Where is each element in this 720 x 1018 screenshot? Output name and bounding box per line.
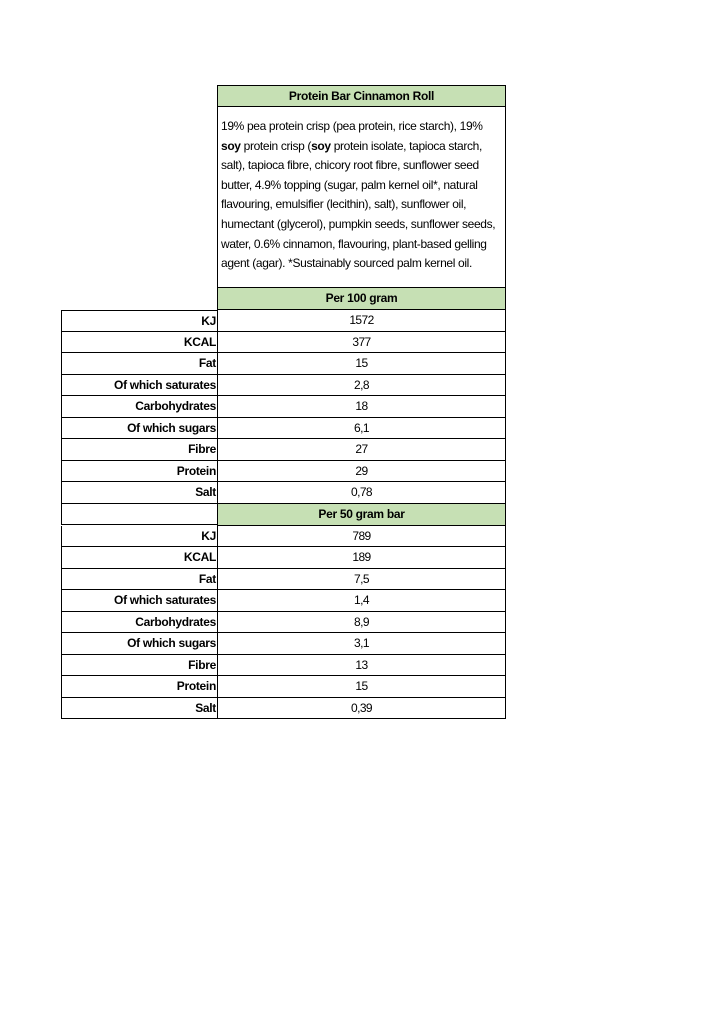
nutrition-sheet	[61, 85, 506, 719]
nutrient-label: Fat	[61, 569, 217, 591]
ingredients-text	[217, 107, 506, 288]
nutrient-label: Fibre	[61, 655, 217, 677]
nutrient-label: Protein	[61, 461, 217, 483]
nutrient-value: 15	[217, 353, 506, 375]
blank-cell	[61, 288, 217, 310]
nutrient-value: 18	[217, 396, 506, 418]
nutrient-label: Carbohydrates	[61, 612, 217, 634]
nutrient-label: Of which saturates	[61, 590, 217, 612]
nutrient-value: 2,8	[217, 375, 506, 397]
nutrient-value: 0,39	[217, 698, 506, 720]
nutrient-label: Of which sugars	[61, 633, 217, 655]
per-50-header-row	[61, 504, 506, 526]
nutrient-label: Salt	[61, 698, 217, 720]
nutrient-value: 1572	[217, 310, 506, 332]
product-title: Protein Bar Cinnamon Roll	[217, 85, 506, 107]
blank-cell	[61, 504, 217, 526]
nutrient-value: 0,78	[217, 482, 506, 504]
nutrient-label: Salt	[61, 482, 217, 504]
nutrient-value: 8,9	[217, 612, 506, 634]
nutrient-value: 3,1	[217, 633, 506, 655]
nutrient-label: Protein	[61, 676, 217, 698]
nutrient-value: 1,4	[217, 590, 506, 612]
ingredient-text: protein crisp (	[240, 138, 312, 153]
nutrient-label: KJ	[61, 310, 217, 332]
nutrient-value: 189	[217, 547, 506, 569]
nutrient-label: KCAL	[61, 332, 217, 354]
nutrient-label: Of which sugars	[61, 418, 217, 440]
nutrient-label: Carbohydrates	[61, 396, 217, 418]
blank-cell	[61, 85, 217, 107]
nutrient-label: KJ	[61, 526, 217, 548]
nutrient-value: 27	[217, 439, 506, 461]
nutrient-value: 6,1	[217, 418, 506, 440]
per-100-header: Per 100 gram	[217, 288, 506, 310]
ingredient-allergen: soy	[221, 138, 241, 153]
nutrient-label: Fibre	[61, 439, 217, 461]
ingredient-text: protein isolate, tapioca starch, salt), tapioca fibre, chicory root fibre, sunflower seed butter, 4.9% topping (sugar, palm kernel oil*, natural flavouring, emulsifier (lecithin), salt), sunflower oil, humectant (glycerol), pumpkin seeds, sunflower seeds, water, 0.6% cinnamon, flavouring, plant-based gelling agent (agar). *Sustainably sourced palm kernel oil.	[221, 138, 496, 271]
per-100-table	[61, 310, 506, 504]
title-grid	[61, 85, 506, 310]
nutrient-value: 15	[217, 676, 506, 698]
nutrient-value: 29	[217, 461, 506, 483]
nutrient-value: 7,5	[217, 569, 506, 591]
nutrient-value: 13	[217, 655, 506, 677]
nutrient-label: Fat	[61, 353, 217, 375]
ingredient-text: 19% pea protein crisp (pea protein, rice starch), 19%	[221, 119, 483, 133]
nutrient-label: KCAL	[61, 547, 217, 569]
blank-cell	[61, 107, 217, 288]
ingredient-allergen: soy	[311, 138, 331, 153]
nutrient-value: 789	[217, 526, 506, 548]
per-50-header: Per 50 gram bar	[217, 504, 506, 526]
nutrient-value: 377	[217, 332, 506, 354]
nutrient-label: Of which saturates	[61, 375, 217, 397]
per-50-table	[61, 526, 506, 720]
